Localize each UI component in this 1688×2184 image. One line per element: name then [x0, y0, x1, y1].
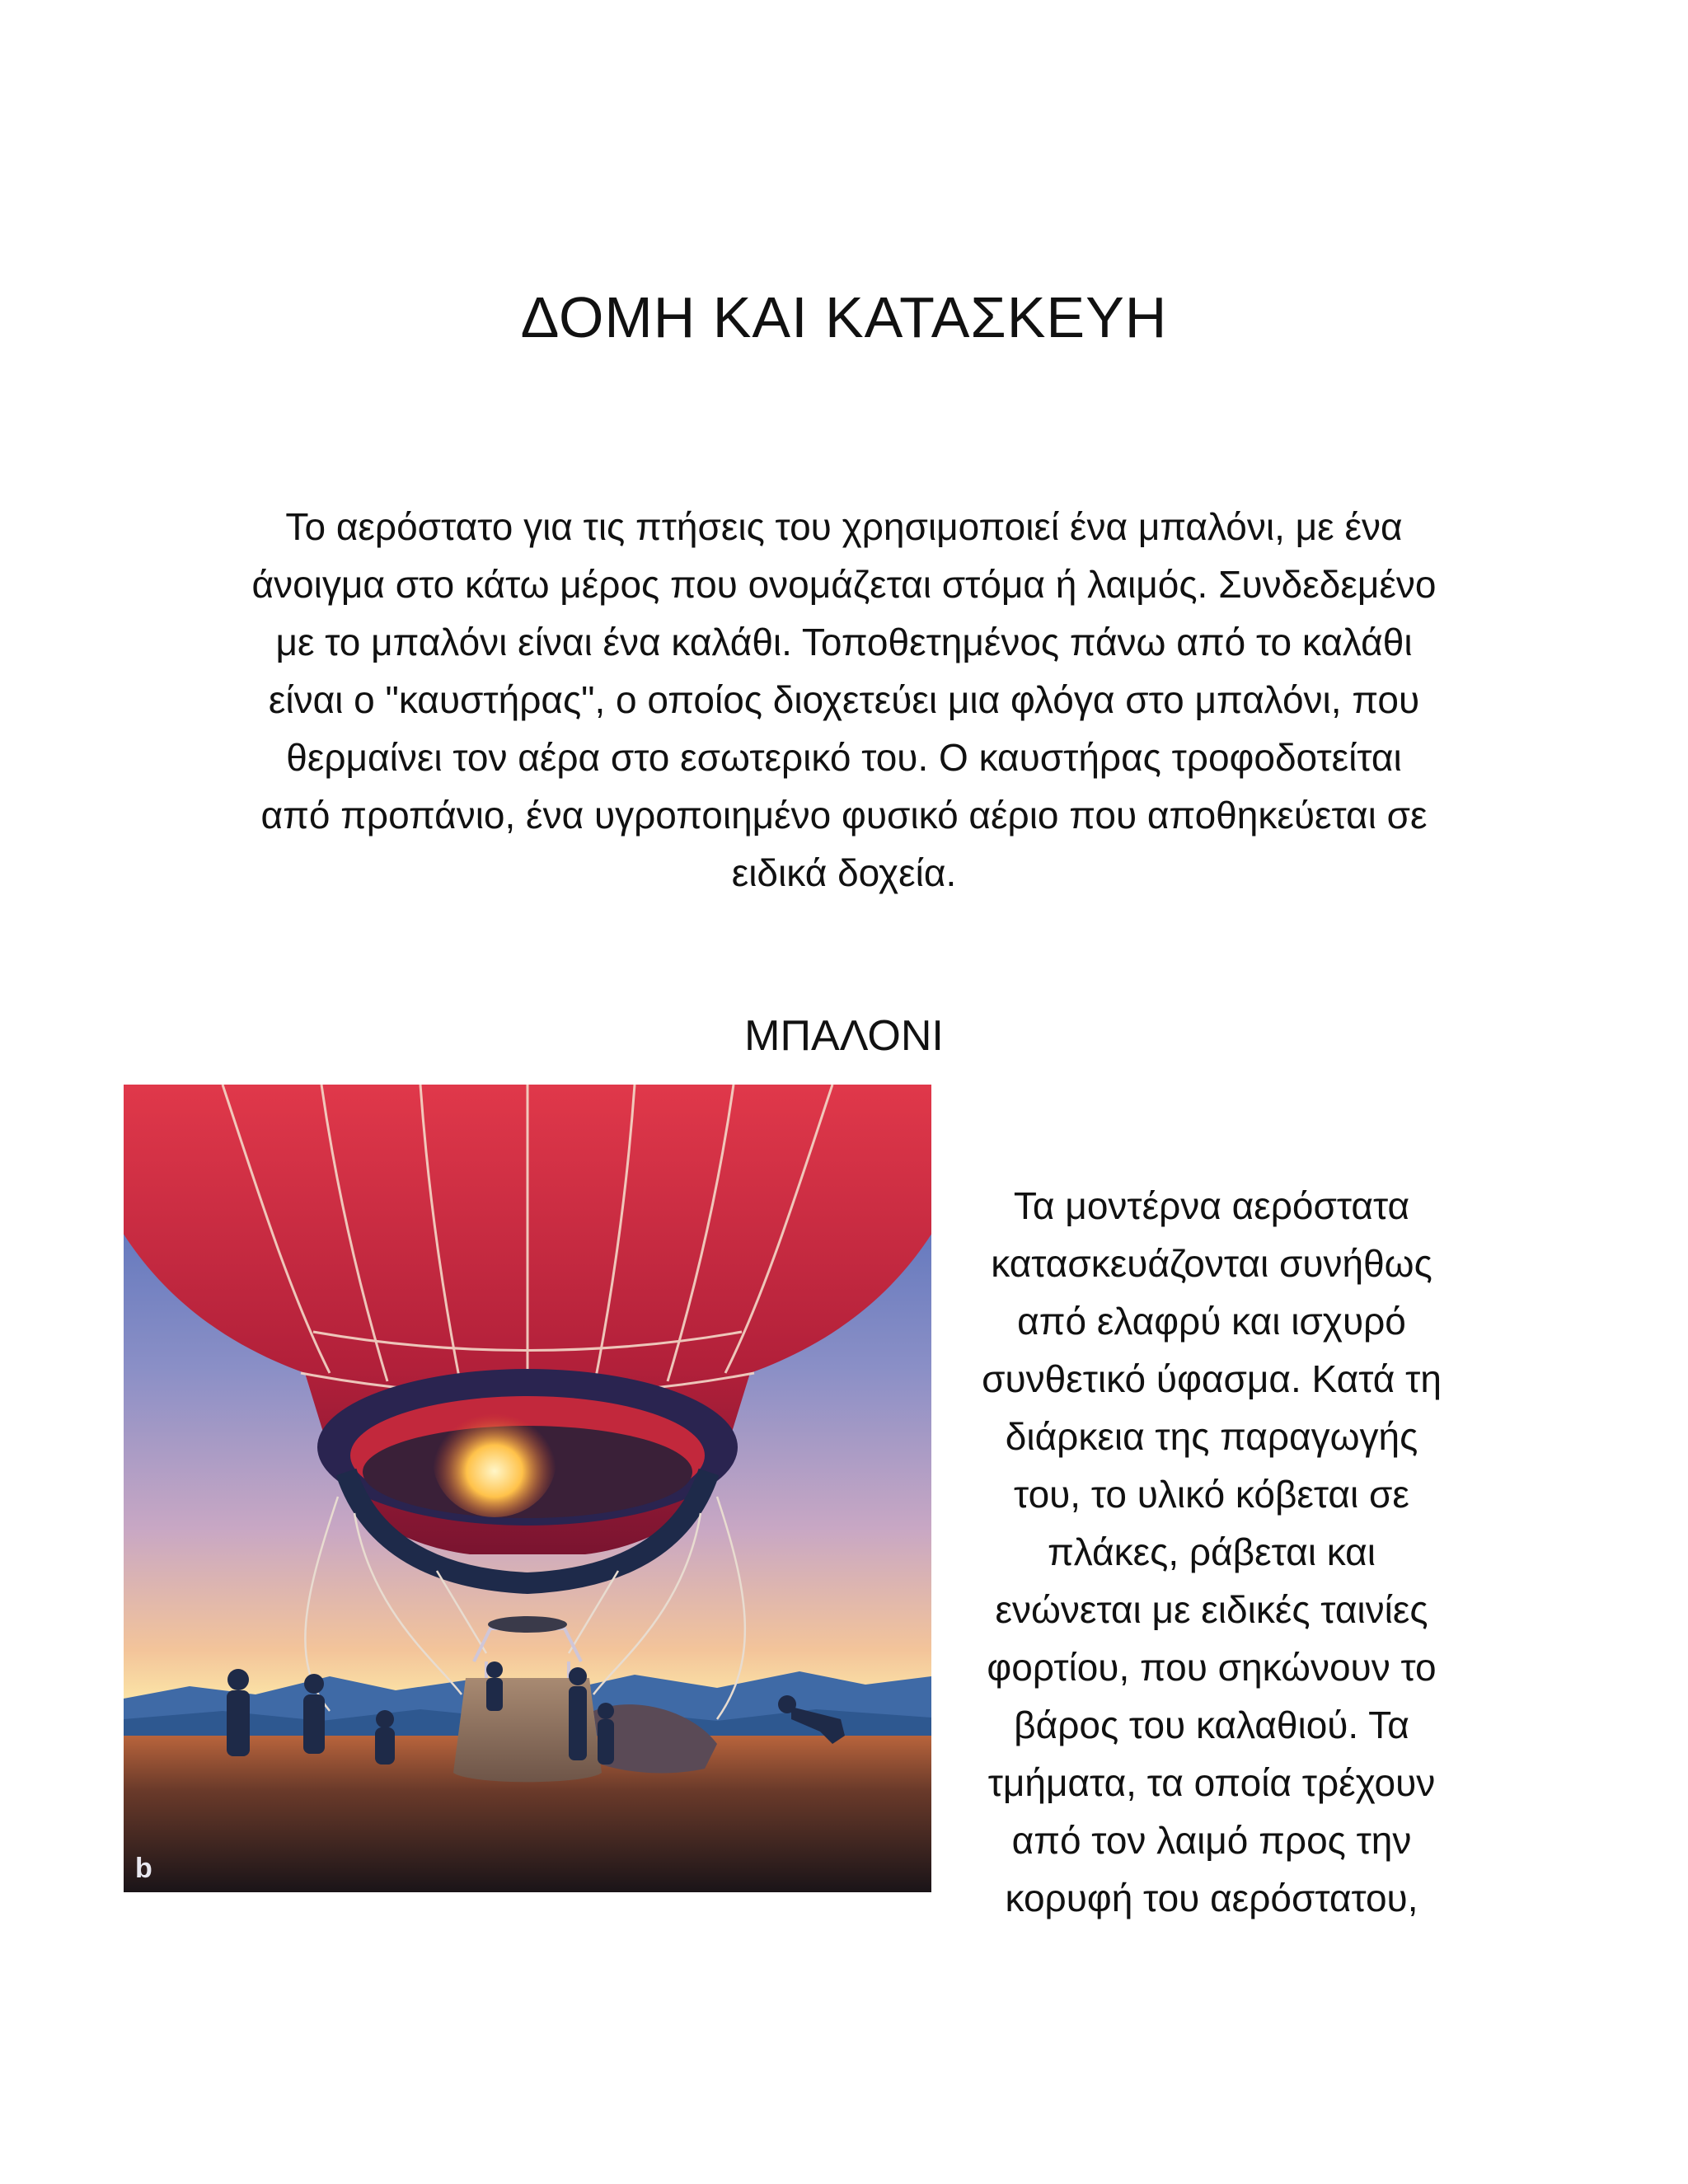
section-heading: ΜΠΑΛΟΝΙ — [744, 1012, 944, 1060]
intro-line: με το μπαλόνι είναι ένα καλάθι. Τοποθετημένος πάνω από το καλάθι — [275, 621, 1413, 663]
intro-line: είναι ο "καυστήρας", ο οποίος διοχετεύει μια φλόγα στο μπαλόνι, που — [268, 678, 1420, 721]
side-line: διάρκεια της παραγωγής — [1005, 1415, 1418, 1458]
intro-line: θερμαίνει τον αέρα στο εσωτερικό του. Ο καυστήρας τροφοδοτείται — [286, 736, 1402, 779]
side-line: κορυφή του αερόστατου, — [1005, 1877, 1418, 1919]
side-line: από τον λαιμό προς την — [1011, 1819, 1412, 1862]
intro-line: Το αερόστατο για τις πτήσεις του χρησιμοποιεί ένα μπαλόνι, με ένα — [285, 505, 1403, 548]
side-line: βάρος του καλαθιού. Τα — [1014, 1704, 1409, 1746]
side-line: του, το υλικό κόβεται σε — [1014, 1473, 1409, 1516]
intro-line: από προπάνιο, ένα υγροποιημένο φυσικό αέριο που αποθηκεύεται σε — [260, 794, 1428, 837]
side-paragraph — [956, 1177, 1467, 1927]
intro-line: ειδικά δοχεία. — [731, 851, 957, 894]
side-line: από ελαφρύ και ισχυρό — [1017, 1300, 1406, 1343]
side-line: πλάκες, ράβεται και — [1048, 1530, 1376, 1573]
side-line: Τα μοντέρνα αερόστατα — [1013, 1184, 1410, 1227]
balloon-illustration — [124, 1085, 931, 1892]
intro-line: άνοιγμα στο κάτω μέρος που ονομάζεται στόμα ή λαιμός. Συνδεδεμένο — [251, 563, 1437, 606]
intro-paragraph — [181, 498, 1507, 902]
side-line: τμήματα, τα οποία τρέχουν — [987, 1761, 1436, 1804]
side-line: ενώνεται με ειδικές ταινίες — [995, 1588, 1428, 1631]
image-watermark: b — [135, 1853, 152, 1884]
side-line: κατασκευάζονται συνήθως — [991, 1242, 1432, 1285]
page-title: ΔΟΜΗ ΚΑΙ ΚΑΤΑΣΚΕΥΗ — [520, 285, 1168, 349]
balloon-image — [124, 1085, 931, 1892]
side-line: φορτίου, που σηκώνουν το — [987, 1646, 1437, 1689]
side-line: συνθετικό ύφασμα. Κατά τη — [982, 1357, 1442, 1400]
